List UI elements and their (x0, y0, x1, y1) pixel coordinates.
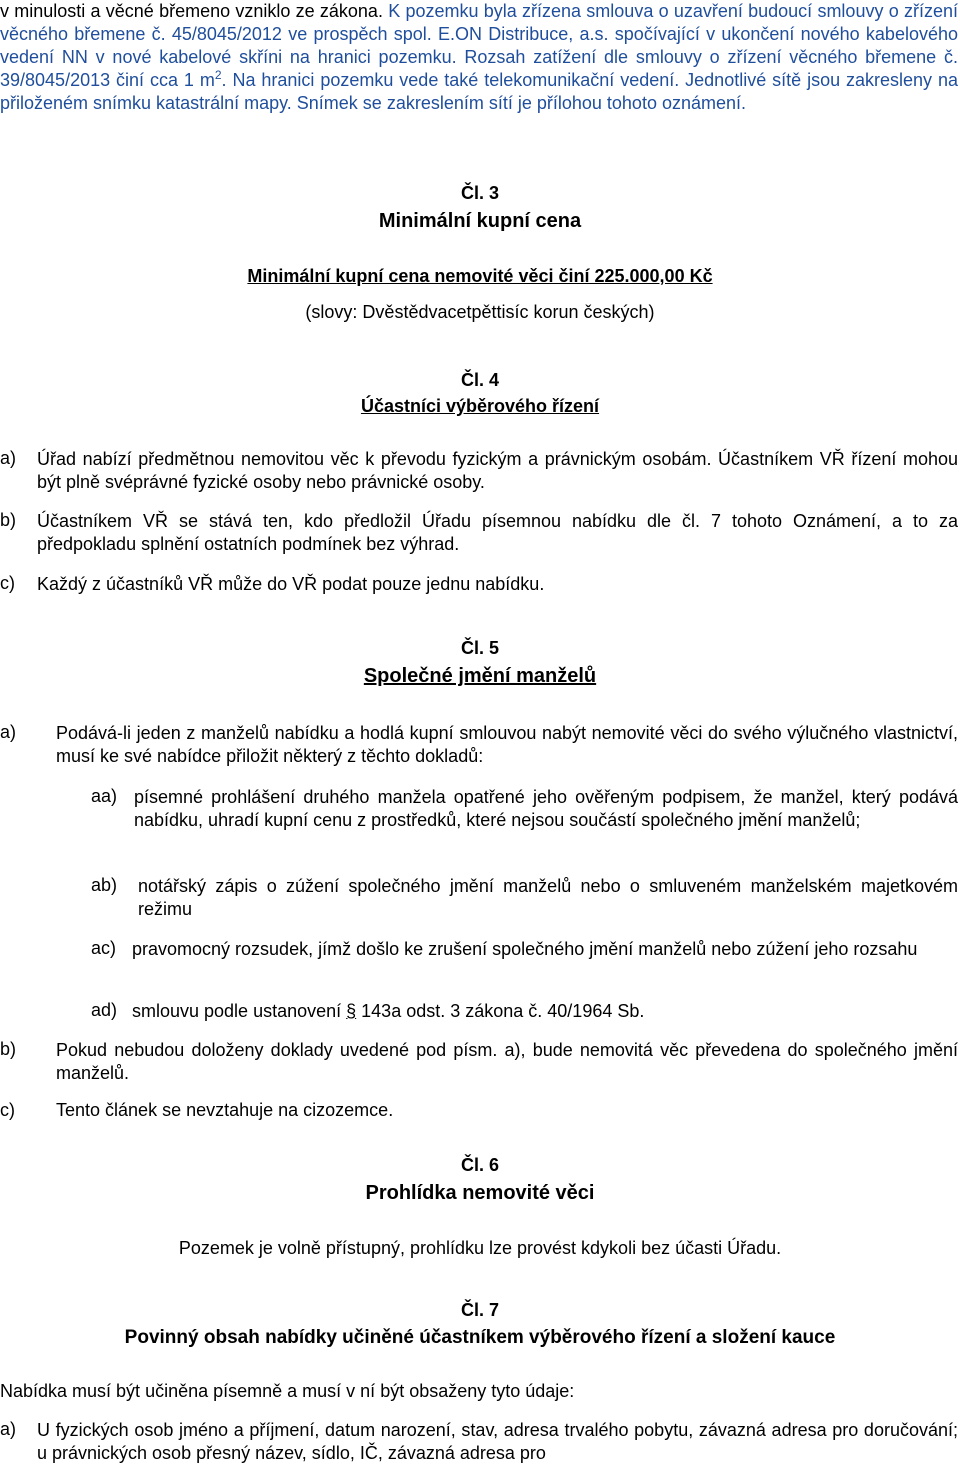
paragraph-sign-icon: § (346, 1001, 357, 1021)
intro-text-blue-tail: . Na hranici pozemku vede také telekomunikační vedení. Jednotlivé sítě jsou zakresleny na přiloženém snímku katastrální mapy. Snímek se zakreslením sítí je přílohou tohoto oznámení. (0, 70, 959, 113)
art4-item-b-label: b) (0, 510, 17, 530)
article-7-title: Povinný obsah nabídky učiněné účastníkem výběrového řízení a složení kauce (124, 1327, 836, 1348)
art5-ac-text: pravomocný rozsudek, jímž došlo ke zrušení společného jmění manželů nebo zúžení jeho rozsahu (132, 939, 918, 959)
article-3-number: Čl. 3 (460, 183, 499, 203)
art5-b-label: b) (0, 1039, 17, 1059)
article-5-title: Společné jmění manželů (363, 665, 597, 687)
art5-ad-text-before: smlouvu podle ustanovení (132, 1001, 347, 1021)
article-6-number: Čl. 6 (460, 1155, 499, 1175)
art7-a-label: a) (0, 1419, 17, 1439)
intro-text-blue-main: K pozemku byla zřízena smlouva o uzavření budoucí smlouvy o zřízení věcného břemene č. 45/8045/2012 ve prospěch spol. E.ON Distribuce, a.s. spočívající v ukončení nového kabelového vedení NN v nové kabelové skříni na hranici pozemku. Rozsah zatížení dle smlouvy o zřízení věcného břemene č. 39/8045/2013 činí cca 1 m (0, 1, 958, 90)
art5-ac-label: ac) (91, 938, 117, 958)
article-3-title: Minimální kupní cena (378, 210, 582, 232)
art5-ab-label: ab) (91, 875, 118, 895)
intro-paragraph (0, 0, 958, 115)
art5-b-text: Pokud nebudou doloženy doklady uvedené pod písm. a), bude nemovitá věc převedena do společného jmění manželů. (56, 1040, 958, 1083)
intro-superscript: 2 (214, 68, 222, 82)
art5-aa-text: písemné prohlášení druhého manžela opatřené jeho ověřeným podpisem, že manžel, který podává nabídku, uhradí kupní cenu z prostředků, které nejsou součástí společného jmění manželů; (134, 787, 958, 830)
article-6-text: Pozemek je volně přístupný, prohlídku lze provést kdykoli bez účasti Úřadu. (178, 1238, 782, 1258)
art7-a-text: U fyzických osob jméno a příjmení, datum narození, stav, adresa trvalého pobytu, závazná adresa pro doručování; u právnických osob přesný název, sídlo, IČ, závazná adresa pro (37, 1420, 958, 1463)
art5-ad-text-after: 143a odst. 3 zákona č. 40/1964 Sb. (356, 1001, 645, 1021)
art5-a-text: Podává-li jeden z manželů nabídku a hodlá kupní smlouvou nabýt nemovité věci do svého výlučného vlastnictví, musí ke své nabídce přiložit některý z těchto dokladů: (56, 723, 958, 766)
art5-c-text: Tento článek se nevztahuje na cizozemce. (56, 1100, 394, 1120)
article-7-intro: Nabídka musí být učiněna písemně a musí v ní být obsaženy tyto údaje: (0, 1381, 575, 1401)
art5-c-label: c) (0, 1100, 15, 1120)
article-7-number: Čl. 7 (460, 1300, 499, 1320)
art5-aa-label: aa) (91, 786, 118, 806)
art4-item-c-text: Každý z účastníků VŘ může do VŘ podat pouze jednu nabídku. (37, 574, 545, 594)
article-6-title: Prohlídka nemovité věci (365, 1182, 595, 1204)
art5-ad-text (132, 1000, 958, 1023)
art5-ab-text: notářský zápis o zúžení společného jmění manželů nebo o smluveném manželském majetkovém režimu (138, 876, 958, 919)
art5-ad-label: ad) (91, 1000, 118, 1020)
article-4-title: Účastníci výběrového řízení (360, 396, 600, 416)
art5-a-label: a) (0, 722, 17, 742)
article-4-number: Čl. 4 (460, 370, 499, 390)
art4-item-a-label: a) (0, 448, 17, 468)
art4-item-a-text: Úřad nabízí předmětnou nemovitou věc k převodu fyzickým a právnickým osobám. Účastníkem VŘ řízení mohou být plně svéprávné fyzické osoby nebo právnické osoby. (37, 449, 958, 492)
minimum-price-line: Minimální kupní cena nemovité věci činí 225.000,00 Kč (247, 266, 713, 286)
intro-text-black: v minulosti a věcné břemeno vzniklo ze zákona. (0, 1, 383, 21)
price-in-words: (slovy: Dvěstědvacetpěttisíc korun českých) (305, 302, 655, 322)
art4-item-c-label: c) (0, 573, 15, 593)
art4-item-b-text: Účastníkem VŘ se stává ten, kdo předložil Úřadu písemnou nabídku dle čl. 7 tohoto Oznámení, a to za předpokladu splnění ostatních podmínek bez výhrad. (37, 511, 958, 554)
article-5-number: Čl. 5 (460, 638, 499, 658)
